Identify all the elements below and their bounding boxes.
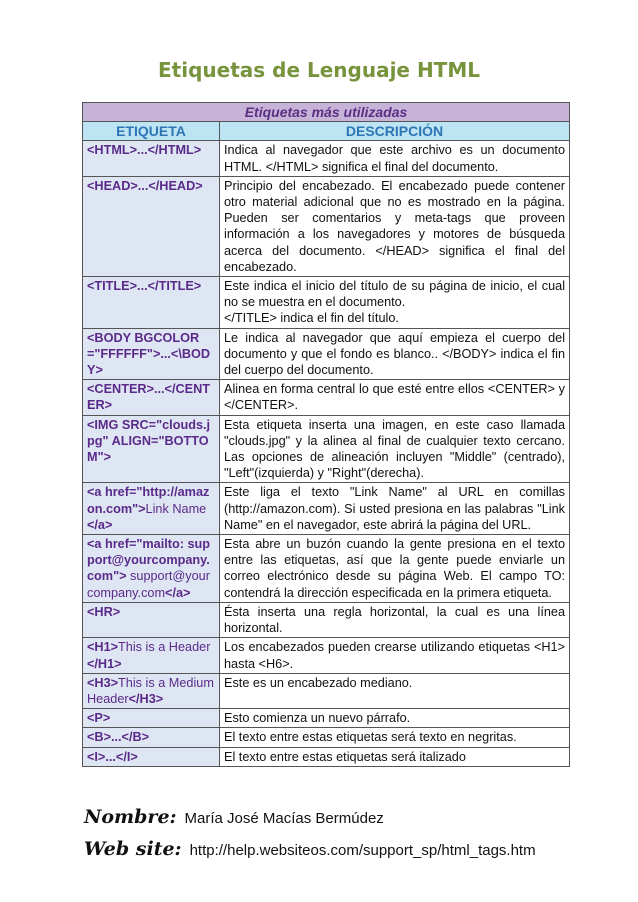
tag-code: <P> [87,711,111,726]
tag-cell [83,747,220,766]
website-label: Web site: [84,838,182,860]
tag-code: <IMG SRC="clouds.jpg" ALIGN="BOTTOM"> [87,417,211,465]
tag-close: </a> [165,585,191,600]
table-row [83,483,570,535]
tag-cell [83,141,220,176]
tag-cell [83,328,220,380]
tag-code: <a href="http://amazon.com"> [87,485,210,516]
description-cell: Principio del encabezado. El encabezado puede contener otro material adicional que no es mostrado en la página. Pueden ser comentarios y meta-tags que proveen información a los navegadores y motores de búsqueda acerca del documento. </HEAD> significa el final del encabezado. [220,176,570,276]
tag-code: <BODY BGCOLOR="FFFFFF">...<\BODY> [87,330,211,378]
name-label: Nombre: [84,806,177,828]
tag-cell [83,535,220,603]
tag-cell [83,709,220,728]
table-row [83,673,570,708]
description-cell: Esto comienza un nuevo párrafo. [220,709,570,728]
tag-cell [83,602,220,637]
table-row [83,638,570,673]
table-body [83,141,570,766]
description-cell: Este es un encabezado mediano. [220,673,570,708]
tag-code: <HEAD>...</HEAD> [87,178,203,193]
tag-code: <TITLE>...</TITLE> [87,279,202,294]
tag-code: <H3> [87,675,119,690]
description-cell: Esta etiqueta inserta una imagen, en este caso llamada "clouds.jpg" y la alinea al final de cualquier texto cercano. Las opciones de alineación incluyen "Middle" (centrado), "Left"(izquierda) y "Right"(derecha). [220,415,570,483]
tag-cell [83,277,220,329]
column-header-description: DESCRIPCIÓN [220,122,570,141]
tag-close: </H3> [128,691,164,706]
table-row [83,380,570,415]
author-line [84,806,384,828]
description-cell: Este indica el inicio del título de su página de inicio, el cual no se muestra en el documento. </TITLE> indica el fin del título. [220,277,570,329]
tag-cell [83,483,220,535]
description-cell: Ésta inserta una regla horizontal, la cual es una línea horizontal. [220,602,570,637]
table-row [83,328,570,380]
website-url: http://help.websiteos.com/support_sp/html_tags.htm [189,842,536,859]
table-row [83,535,570,603]
tag-content: This is a Header [118,640,211,655]
tag-close: </a> [87,517,113,532]
tag-cell [83,728,220,747]
tag-cell [83,673,220,708]
tag-cell [83,415,220,483]
description-cell: Le indica al navegador que aquí empieza el cuerpo del documento y que el fondo es blanco.. </BODY> indica el fin del cuerpo del documento. [220,328,570,380]
tag-code: <a href="mailto: support@yourcompany.com"> [87,537,211,584]
description-cell: El texto entre estas etiquetas será texto en negritas. [220,728,570,747]
tag-code: <HR> [87,604,121,619]
tag-close: </H1> [87,656,122,671]
author-name: María José Macías Bermúdez [184,810,384,827]
tag-code: <B>...</B> [87,730,150,745]
table-row [83,602,570,637]
tag-cell [83,176,220,276]
table-row [83,747,570,766]
description-cell: Indica al navegador que este archivo es un documento HTML. </HTML> significa el final del documento. [220,141,570,176]
description-cell: Esta abre un buzón cuando la gente presiona en el texto entre las etiquetas, así que la gente puede enviarle un correo electrónico desde su página Web. El campo TO: contendrá la dirección especificada en la primera etiqueta. [220,535,570,603]
description-cell: Este liga el texto "Link Name" al URL en comillas (http://amazon.com). Si usted presiona en las palabras "Link Name" en el navegador, este abrirá la página del URL. [220,483,570,535]
tag-code: <I>...</I> [87,749,138,764]
tag-cell [83,638,220,673]
table-row [83,709,570,728]
description-cell: Los encabezados pueden crearse utilizando etiquetas <H1> hasta <H6>. [220,638,570,673]
tags-table [82,102,570,767]
table-row [83,728,570,747]
tag-cell [83,380,220,415]
tag-content: support@yourcompany.com [87,569,210,600]
tag-code: <CENTER>...</CENTER> [87,382,211,413]
description-cell: El texto entre estas etiquetas será italizado [220,747,570,766]
column-header-tag: ETIQUETA [83,122,220,141]
website-line [84,838,536,860]
tag-content: Link Name [145,501,207,516]
table-row [83,415,570,483]
tag-code: <HTML>...</HTML> [87,143,202,158]
tag-code: <H1> [87,640,119,655]
tag-content: This is a Medium Header [87,675,214,706]
table-caption: Etiquetas más utilizadas [83,103,570,122]
table-row [83,277,570,329]
table-row [83,176,570,276]
page-title: Etiquetas de Lenguaje HTML [158,58,480,82]
table-row [83,141,570,176]
description-cell: Alinea en forma central lo que esté entre ellos <CENTER> y </CENTER>. [220,380,570,415]
